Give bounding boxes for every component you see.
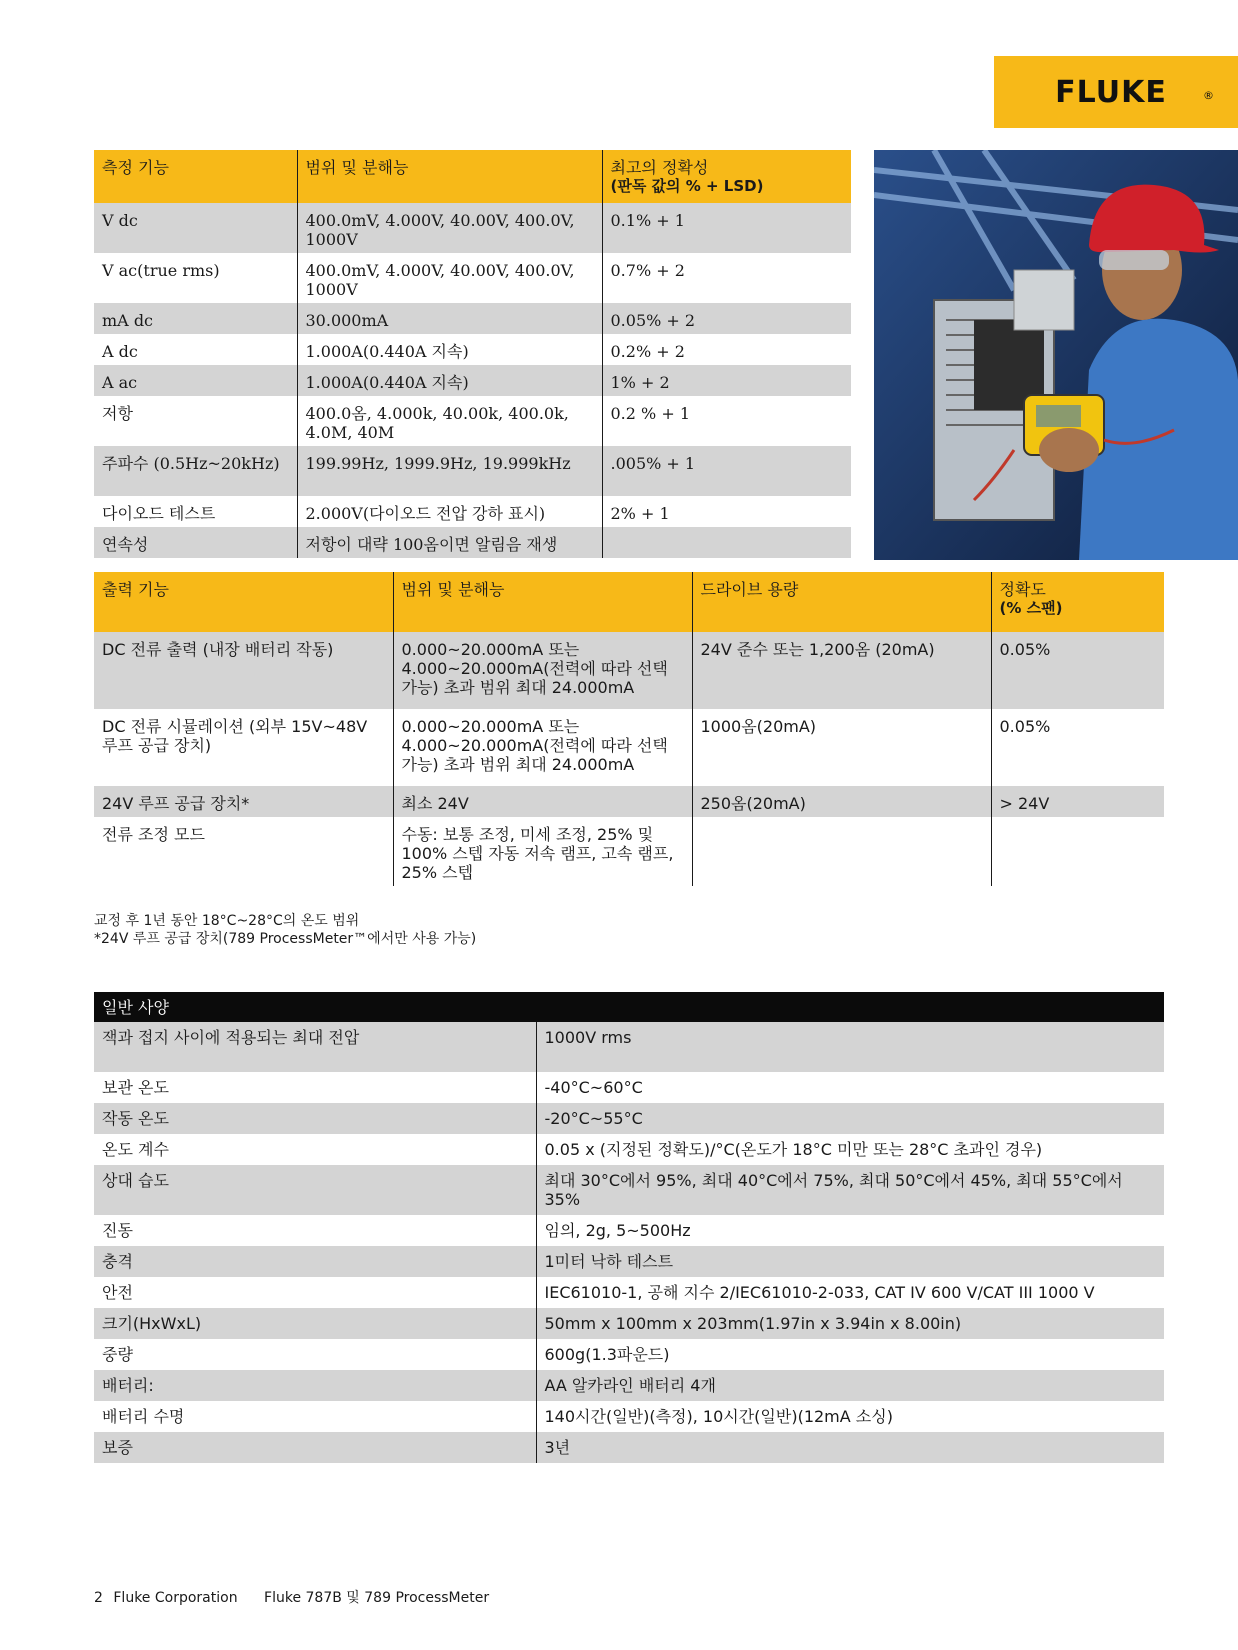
cell-accuracy: 0.1% + 1: [602, 203, 851, 253]
measurement-spec-table: [94, 150, 851, 558]
table-row: [94, 1246, 1164, 1277]
header-accuracy-title: 정확도: [999, 580, 1046, 599]
table-row: [94, 1308, 1164, 1339]
cell-range: 400.0옴, 4.000k, 40.00k, 400.0k, 4.0M, 40M: [297, 396, 602, 446]
cell-range: 저항이 대략 100옴이면 알림음 재생: [297, 527, 602, 558]
cell-value: -20°C~55°C: [536, 1103, 1164, 1134]
cell-range: 30.000mA: [297, 303, 602, 334]
cell-function: 연속성: [102, 535, 149, 554]
cell-function: V ac(true rms): [102, 261, 220, 280]
table-row: [94, 1432, 1164, 1463]
output-spec-table: [94, 572, 1164, 886]
cell-label: 배터리 수명: [102, 1407, 185, 1426]
cell-label: 안전: [102, 1283, 133, 1302]
cell-label: 잭과 접지 사이에 적용되는 최대 전압: [102, 1028, 360, 1047]
cell-function: A ac: [102, 373, 138, 392]
table-row: [94, 446, 851, 496]
table-row: [94, 1370, 1164, 1401]
cell-value: 임의, 2g, 5~500Hz: [536, 1215, 1164, 1246]
table-row: [94, 1401, 1164, 1432]
header-range-resolution: 범위 및 분해능: [297, 150, 602, 203]
cell-value: 50mm x 100mm x 203mm(1.97in x 3.94in x 8.00in): [536, 1308, 1164, 1339]
cell-range: 199.99Hz, 1999.9Hz, 19.999kHz: [297, 446, 602, 496]
cell-label: 배터리:: [102, 1376, 154, 1395]
table-row: [94, 496, 851, 527]
cell-function: DC 전류 출력 (내장 배터리 작동): [102, 640, 334, 659]
cell-function: mA dc: [102, 311, 154, 330]
cell-accuracy: [602, 527, 851, 558]
cell-range: 최소 24V: [393, 786, 692, 817]
header-accuracy-title: 최고의 정확성: [610, 158, 709, 177]
cell-range: 0.000~20.000mA 또는 4.000~20.000mA(전력에 따라 선택 가능) 초과 범위 최대 24.000mA: [393, 709, 692, 786]
cell-value: 1미터 낙하 테스트: [536, 1246, 1164, 1277]
cell-function: 저항: [102, 404, 133, 423]
cell-value: 3년: [536, 1432, 1164, 1463]
footer-title: Fluke 787B 및 789 ProcessMeter: [264, 1590, 490, 1606]
header-accuracy-unit: (판독 값의 % + LSD): [610, 177, 764, 195]
cell-drive: 24V 준수 또는 1,200옴 (20mA): [692, 632, 991, 709]
cell-function: V dc: [102, 211, 138, 230]
cell-accuracy: 0.05% + 2: [602, 303, 851, 334]
table-row: [94, 527, 851, 558]
cell-function: 주파수 (0.5Hz~20kHz): [102, 454, 280, 473]
cell-accuracy: 0.2 % + 1: [602, 396, 851, 446]
cell-drive: 250옴(20mA): [692, 786, 991, 817]
header-accuracy-unit: (% 스팬): [999, 599, 1063, 617]
cell-range: 0.000~20.000mA 또는 4.000~20.000mA(전력에 따라 선택 가능) 초과 범위 최대 24.000mA: [393, 632, 692, 709]
table-notes: [94, 912, 476, 948]
technician-illustration: [874, 150, 1238, 560]
cell-accuracy: 2% + 1: [602, 496, 851, 527]
header-best-accuracy: [602, 150, 851, 203]
footer-company: Fluke Corporation: [113, 1590, 238, 1606]
header-measure-function: 측정 기능: [94, 150, 297, 203]
cell-value: -40°C~60°C: [536, 1072, 1164, 1103]
cell-value: IEC61010-1, 공해 지수 2/IEC61010-2-033, CAT IV 600 V/CAT III 1000 V: [536, 1277, 1164, 1308]
cell-function: A dc: [102, 342, 138, 361]
page-number: 2: [94, 1590, 103, 1606]
table-row: [94, 709, 1164, 786]
cell-label: 진동: [102, 1221, 133, 1240]
table-row: [94, 1165, 1164, 1215]
table-row: [94, 396, 851, 446]
cell-accuracy: .005% + 1: [602, 446, 851, 496]
cell-function: 24V 루프 공급 장치*: [102, 794, 250, 813]
cell-value: 600g(1.3파운드): [536, 1339, 1164, 1370]
table-row: [94, 203, 851, 253]
page-footer: [94, 1587, 489, 1607]
table-row: [94, 632, 1164, 709]
cell-label: 크기(HxWxL): [102, 1314, 202, 1333]
cell-label: 온도 계수: [102, 1140, 169, 1159]
fluke-logo: [994, 56, 1238, 128]
header-range-resolution: 범위 및 분해능: [393, 572, 692, 632]
cell-function: DC 전류 시뮬레이션 (외부 15V~48V 루프 공급 장치): [102, 717, 368, 755]
table-row: [94, 1103, 1164, 1134]
cell-range: 1.000A(0.440A 지속): [297, 365, 602, 396]
cell-label: 상대 습도: [102, 1171, 169, 1190]
cell-value: 최대 30°C에서 95%, 최대 40°C에서 75%, 최대 50°C에서 45%, 최대 55°C에서 35%: [536, 1165, 1164, 1215]
cell-value: 1000V rms: [536, 1022, 1164, 1072]
cell-accuracy: 1% + 2: [602, 365, 851, 396]
cell-drive: [692, 817, 991, 886]
cell-function: 다이오드 테스트: [102, 504, 216, 523]
technician-photo: [874, 150, 1238, 560]
header-output-function: 출력 기능: [94, 572, 393, 632]
table-row: [94, 334, 851, 365]
registered-mark: ®: [1203, 89, 1214, 102]
note-calibration: 교정 후 1년 동안 18°C~28°C의 온도 범위: [94, 913, 360, 929]
table-row: [94, 1134, 1164, 1165]
cell-label: 충격: [102, 1252, 133, 1271]
cell-label: 작동 온도: [102, 1109, 169, 1128]
cell-value: 140시간(일반)(측정), 10시간(일반)(12mA 소싱): [536, 1401, 1164, 1432]
general-spec-table: [94, 992, 1164, 1463]
cell-range: 수동: 보통 조정, 미세 조정, 25% 및 100% 스텝 자동 저속 램프, 고속 램프, 25% 스텝: [393, 817, 692, 886]
cell-accuracy: [991, 817, 1164, 886]
logo-text: FLUKE: [1055, 74, 1167, 110]
cell-range: 2.000V(다이오드 전압 강하 표시): [297, 496, 602, 527]
table-row: [94, 786, 1164, 817]
table-row: [94, 817, 1164, 886]
cell-range: 400.0mV, 4.000V, 40.00V, 400.0V, 1000V: [297, 253, 602, 303]
header-drive-capacity: 드라이브 용량: [692, 572, 991, 632]
cell-accuracy: 0.7% + 2: [602, 253, 851, 303]
table-row: [94, 1022, 1164, 1072]
note-loop-supply: *24V 루프 공급 장치(789 ProcessMeter™에서만 사용 가능): [94, 931, 477, 947]
cell-accuracy: 0.2% + 2: [602, 334, 851, 365]
table-row: [94, 365, 851, 396]
table-row: [94, 1072, 1164, 1103]
cell-range: 400.0mV, 4.000V, 40.00V, 400.0V, 1000V: [297, 203, 602, 253]
cell-value: AA 알카라인 배터리 4개: [536, 1370, 1164, 1401]
cell-value: 0.05 x (지정된 정확도)/°C(온도가 18°C 미만 또는 28°C 초과인 경우): [536, 1134, 1164, 1165]
cell-label: 보증: [102, 1438, 133, 1457]
cell-function: 전류 조정 모드: [102, 825, 205, 844]
cell-drive: 1000옴(20mA): [692, 709, 991, 786]
cell-range: 1.000A(0.440A 지속): [297, 334, 602, 365]
cell-label: 중량: [102, 1345, 133, 1364]
header-accuracy: [991, 572, 1164, 632]
cell-accuracy: > 24V: [991, 786, 1164, 817]
table-row: [94, 1339, 1164, 1370]
table-row: [94, 253, 851, 303]
general-spec-title: 일반 사양: [94, 992, 1164, 1022]
cell-accuracy: 0.05%: [991, 709, 1164, 786]
table-row: [94, 303, 851, 334]
table-row: [94, 1215, 1164, 1246]
table-row: [94, 1277, 1164, 1308]
cell-label: 보관 온도: [102, 1078, 169, 1097]
cell-accuracy: 0.05%: [991, 632, 1164, 709]
